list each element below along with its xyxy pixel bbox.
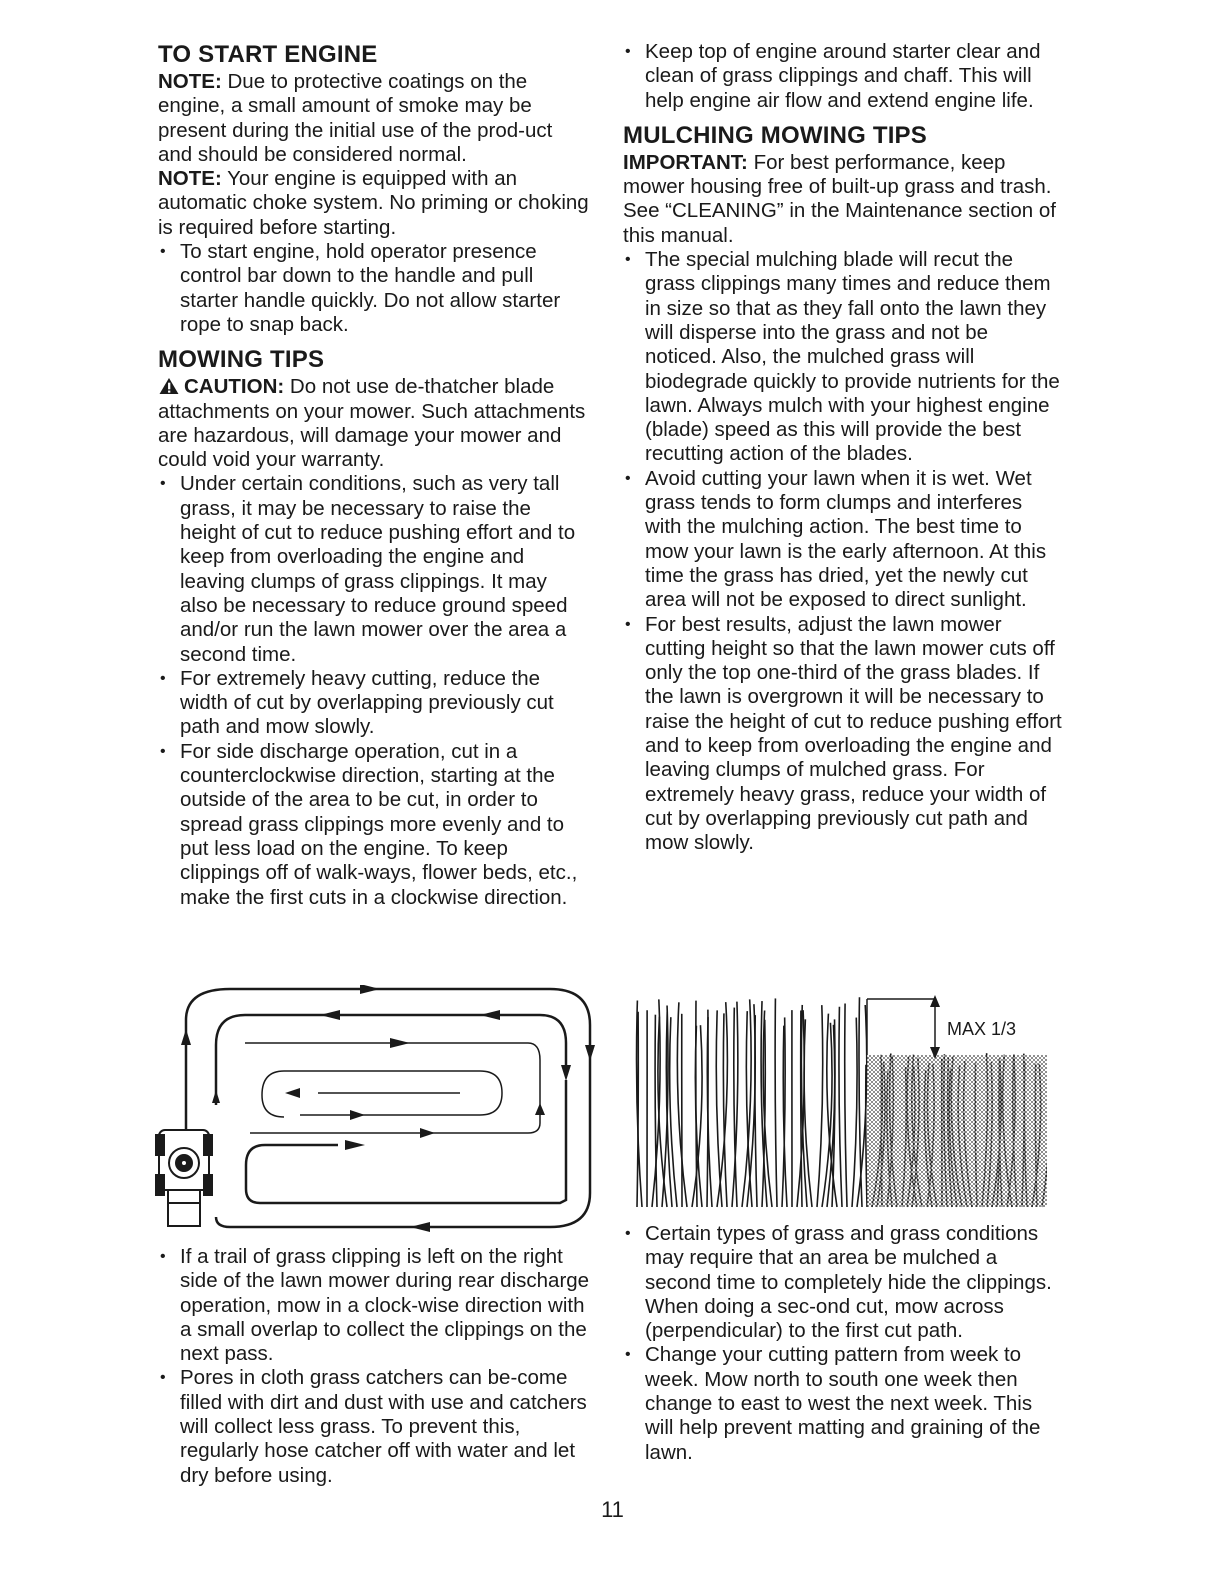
grass-height-illustration xyxy=(635,985,1047,1210)
warning-triangle-icon xyxy=(158,377,180,395)
mowing-pattern-diagram xyxy=(150,985,610,1235)
important-paragraph xyxy=(623,151,1063,248)
list-item: • Keep top of engine around starter clear and clean of grass clippings and chaff. This will help engine air flow and extend engine life. xyxy=(623,40,1063,113)
important-label: IMPORTANT: xyxy=(623,150,748,174)
mulching-bullets-after xyxy=(623,1222,1063,1465)
intro-bullets xyxy=(623,40,1063,113)
list-item: • Avoid cutting your lawn when it is wet. Wet grass tends to form clumps and interferes with the mulching action. The best time to mow your lawn is the early afternoon. At this time the grass has dried, yet the newly cut area will not be exposed to direct sunlight. xyxy=(623,467,1063,613)
note-text: Your engine is equipped with an automatic choke system. No priming or choking is required before starting. xyxy=(158,167,589,239)
list-item: • To start engine, hold operator presence control bar down to the handle and pull starter handle quickly. Do not allow starter rope to snap back. xyxy=(158,240,590,337)
list-item: • Certain types of grass and grass conditions may require that an area be mulched a second time to completely hide the clippings. When doing a sec-ond cut, mow across (perpendicular) to the first cut path. xyxy=(623,1222,1063,1343)
list-item: • If a trail of grass clipping is left on the right side of the lawn mower during rear discharge operation, mow in a clock-wise direction with a small overlap to collect the clippings on the next pass. xyxy=(158,1245,590,1366)
right-column xyxy=(623,40,1063,856)
left-column xyxy=(158,40,590,910)
start-engine-heading: TO START ENGINE xyxy=(158,41,378,68)
max-one-third-label: MAX 1/3 xyxy=(947,1019,1017,1039)
left-column-bottom xyxy=(158,1245,590,1488)
caution-label: CAUTION: xyxy=(184,375,285,399)
mowing-bullets xyxy=(158,472,590,909)
lawn-mower-icon xyxy=(156,1130,212,1226)
caution-text: Do not use de-thatcher blade attachments on your mower. Such attachments are hazardous, will damage your mower and could void your warranty. xyxy=(158,375,586,472)
mowing-bullets-after xyxy=(158,1245,590,1488)
list-item: • Change your cutting pattern from week to week. Mow north to south one week then change to east to west the next week. This will help prevent matting and graining of the lawn. xyxy=(623,1343,1063,1464)
note-text: Due to protective coatings on the engine, a small amount of smoke may be present during the initial use of the prod-uct and should be considered normal. xyxy=(158,70,553,166)
list-item: • For side discharge operation, cut in a counterclockwise direction, starting at the outside of the area to be cut, in order to spread grass clippings more evenly and to put less load on the engine. To keep clippings off of walk-ways, flower beds, etc., make the first cuts in a clockwise direction. xyxy=(158,740,590,910)
mowing-tips-heading: MOWING TIPS xyxy=(158,346,325,374)
mulching-bullets xyxy=(623,248,1063,855)
list-item: • Pores in cloth grass catchers can be-come filled with dirt and dust with use and catchers will collect less grass. To prevent this, regularly hose catcher off with water and let dry before using. xyxy=(158,1366,590,1487)
note-smoke xyxy=(158,70,590,167)
important-text: For best performance, keep mower housing free of built-up grass and trash. See “CLEANING” in the Maintenance section of this manual. xyxy=(623,150,1056,247)
list-item: • Under certain conditions, such as very tall grass, it may be necessary to raise the height of cut to reduce pushing effort and to keep from overloading the engine and leaving clumps of grass clippings. It may also be necessary to reduce ground speed and/or run the lawn mower over the area a second time. xyxy=(158,472,590,666)
note-label: NOTE: xyxy=(158,70,222,93)
page-number: 11 xyxy=(601,1497,624,1522)
list-item: • For extremely heavy cutting, reduce the width of cut by overlapping previously cut path and mow slowly. xyxy=(158,667,590,740)
list-item: • For best results, adjust the lawn mower cutting height so that the lawn mower cuts off only the top one-third of the grass blades. If the lawn is overgrown it will be necessary to raise the height of cut to reduce pushing effort and to keep from overloading the engine and leaving clumps of mulched grass. For extremely heavy grass, reduce your width of cut by overlapping previously cut path and mow slowly. xyxy=(623,613,1063,856)
caution-paragraph xyxy=(158,375,590,472)
right-column-bottom xyxy=(623,1222,1063,1465)
mulching-tips-heading: MULCHING MOWING TIPS xyxy=(623,121,927,149)
list-item: • The special mulching blade will recut the grass clippings many times and reduce them in size so that as they fall onto the lawn they will disperse into the grass and not be noticed. Also, the mulched grass will biodegrade quickly to provide nutrients for the lawn. Always mulch with your highest engine (blade) speed as this will provide the best recutting action of the blades. xyxy=(623,248,1063,467)
note-choke xyxy=(158,167,590,240)
note-label: NOTE: xyxy=(158,167,222,191)
start-bullets xyxy=(158,240,590,337)
